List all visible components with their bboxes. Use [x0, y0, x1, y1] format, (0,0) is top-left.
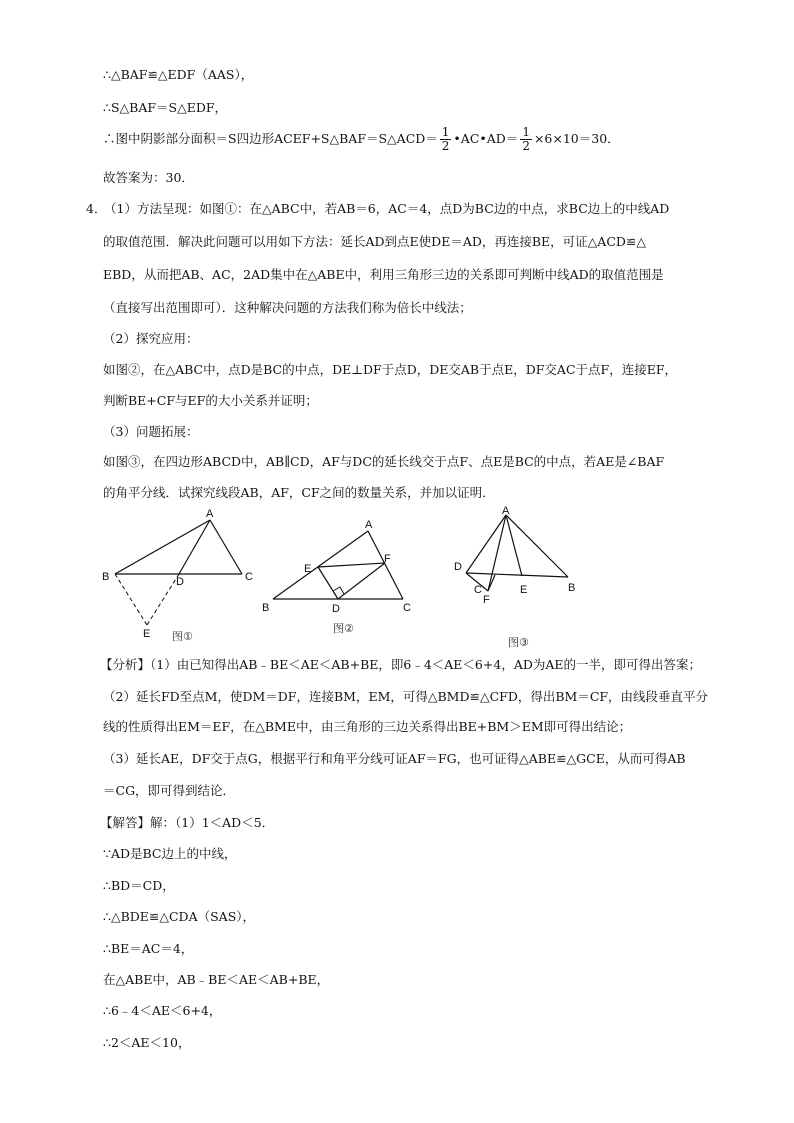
label-a: A: [502, 505, 510, 517]
fraction-numerator: 1: [441, 125, 450, 139]
text-line: ∴△BAF≌△EDF（AAS），: [103, 67, 254, 82]
label-f: F: [384, 553, 391, 565]
segment-ef: [318, 563, 385, 567]
text-line: 【分析】（1）由已知得出AB﹣BE＜AE＜AB+BE，即6﹣4＜AE＜6+4，AD为AE的一半，即可得出答案；: [100, 657, 702, 672]
fraction-denominator: 2: [522, 139, 530, 153]
figure-3: [445, 500, 595, 650]
text-line: ∴△BDE≌△CDA（SAS），: [103, 909, 256, 924]
segment-dcb: [466, 573, 568, 577]
equation-middle: •AC•AD＝: [453, 131, 519, 146]
text-line: EBD，从而把AB、AC，2AD集中在△ABE中，利用三角形三边的关系即可判断中线AD的取值范围是: [103, 267, 664, 282]
label-e: E: [143, 628, 151, 640]
figure-2: [255, 515, 425, 640]
label-d: D: [176, 576, 184, 588]
segment-ad: [179, 520, 210, 574]
segment-ba: [115, 520, 210, 574]
figure-caption: 图②: [333, 623, 354, 635]
text-line: ∴BD＝CD，: [103, 878, 175, 893]
segment-ac: [210, 520, 242, 574]
text-line: 如图②，在△ABC中，点D是BC的中点，DE⊥DF于点D，DE交AB于点E，DF交AC于点F，连接EF，: [103, 362, 677, 377]
fraction-numerator: 1: [522, 125, 530, 139]
text-line: 故答案为：30．: [103, 170, 194, 185]
text-line: ∵AD是BC边上的中线，: [103, 846, 237, 861]
equation-suffix: ×6×10＝30．: [533, 131, 620, 146]
text-line: ∴6﹣4＜AE＜6+4，: [103, 1003, 222, 1018]
fraction: [440, 126, 452, 153]
label-f: F: [483, 594, 490, 606]
text-line: （3）延长AE，DF交于点G，根据平行和角平分线可证AF＝FG，也可证得△ABE≌△GCE，从而可得AB: [103, 751, 686, 766]
text-line: 在△ABE中，AB﹣BE＜AE＜AB+BE，: [103, 972, 330, 987]
text-line: ∴BE＝AC＝4，: [103, 941, 194, 956]
segment-ae: [506, 515, 522, 576]
text-line: 如图③，在四边形ABCD中，AB∥CD，AF与DC的延长线交于点F、点E是BC的中点，若AE是∠BAF: [103, 454, 665, 469]
text-line: （直接写出范围即可）．这种解决问题的方法我们称为倍长中线法；: [103, 300, 472, 315]
segment-ac: [368, 531, 403, 599]
label-e: E: [520, 584, 528, 596]
equation-line: [103, 124, 620, 154]
segment-de-dashed: [147, 574, 179, 625]
label-a: A: [206, 508, 214, 520]
segment-be-dashed: [115, 574, 147, 625]
label-e: E: [304, 563, 312, 575]
label-d: D: [332, 603, 340, 615]
label-d: D: [454, 561, 462, 573]
segment-ab: [506, 515, 568, 577]
text-line: （2）探究应用：: [103, 331, 199, 346]
text-line: 判断BE+CF与EF的大小关系并证明；: [103, 393, 318, 408]
figure-1: [95, 505, 265, 650]
label-c: C: [474, 584, 482, 596]
segment-df: [338, 563, 385, 599]
text-line: 【解答】解：（1）1＜AD＜5．: [100, 815, 275, 830]
text-line: ∴2＜AE＜10，: [103, 1035, 191, 1050]
label-b: B: [568, 582, 576, 594]
text-line: （1）方法呈现：如图①：在△ABC中，若AB＝6，AC＝4，点D为BC边的中点，求BC边上的中线AD: [104, 201, 670, 216]
text-line: ＝CG，即可得到结论．: [103, 783, 236, 798]
equation-prefix: ∴图中阴影部分面积＝S四边形ACEF+S△BAF＝S△ACD＝: [103, 131, 438, 146]
fraction-denominator: 2: [441, 139, 450, 153]
figure-caption: 图①: [172, 631, 193, 643]
text-line: 的角平分线．试探究线段AB，AF，CF之间的数量关系，并加以证明．: [103, 485, 495, 500]
label-c: C: [245, 571, 253, 583]
text-line: 线的性质得出EM＝EF，在△BME中，由三角形的三边关系得出BE+BM＞EM即可得出结论；: [103, 719, 632, 734]
label-b: B: [102, 571, 110, 583]
text-line: ∴S△BAF＝S△EDF，: [103, 100, 228, 115]
segment-ad: [466, 515, 506, 573]
label-a: A: [365, 519, 373, 531]
label-b: B: [262, 602, 270, 614]
segment-de: [318, 567, 338, 599]
text-line: （2）延长FD至点M，使DM＝DF，连接BM，EM，可得△BMD≌△CFD，得出BM＝CF，由线段垂直平分: [103, 689, 709, 704]
question-number: 4．: [86, 201, 107, 216]
text-line: （3）问题拓展：: [103, 424, 199, 439]
fraction: [520, 126, 532, 153]
label-c: C: [403, 602, 411, 614]
figure-caption: 图③: [508, 637, 529, 649]
text-line: 的取值范围．解决此问题可以用如下方法：延长AD到点E使DE＝AD，再连接BE，可证△ACD≌△: [103, 234, 646, 249]
segment-af: [488, 515, 506, 591]
